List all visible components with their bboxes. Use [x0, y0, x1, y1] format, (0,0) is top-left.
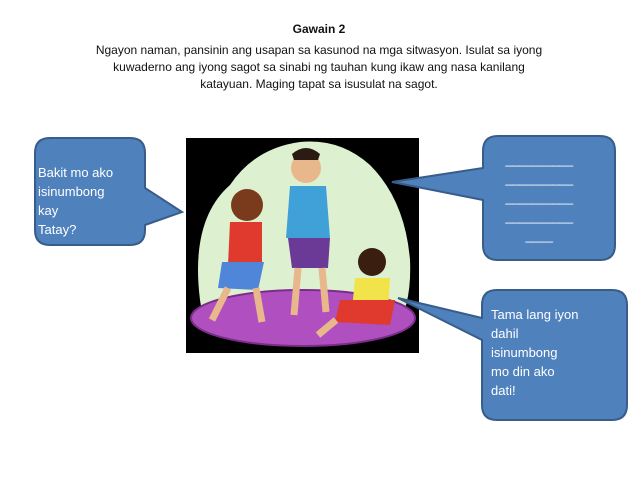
left-bubble-text [38, 163, 128, 239]
bubble-line: dahil [491, 326, 519, 341]
answer-blank-line: __________ [505, 190, 573, 205]
bubble-line: Bakit mo ako [38, 165, 114, 180]
bubble-line: dati! [491, 383, 516, 398]
bubble-line: Tama lang iyon [491, 307, 579, 322]
answer-blank-line: __________ [505, 152, 573, 167]
bubble-line: mo din ako [491, 364, 555, 379]
bubble-line: kay [38, 203, 59, 218]
bubble-line: isinumbong [38, 184, 105, 199]
children-illustration [186, 138, 419, 353]
answer-blank-line: __________ [505, 209, 573, 224]
answer-blank-line: __________ [505, 171, 573, 186]
answer-bubble-lines [493, 150, 585, 245]
bubble-line: isinumbong [491, 345, 558, 360]
instructions-text: Ngayon naman, pansinin ang usapan sa kasunod na mga sitwasyon. Isulat sa iyong kuwaderno ang iyong sagot sa sinabi ng tauhan kung ikaw ang nasa kanilang katayuan. Maging tapat sa isusulat na sagot. [95, 43, 543, 91]
bubble-line: Tatay? [38, 222, 77, 237]
answer-blank-line: ____ [525, 228, 553, 243]
right-bubble-text [491, 305, 601, 400]
page-title: Gawain 2 [292, 22, 346, 36]
